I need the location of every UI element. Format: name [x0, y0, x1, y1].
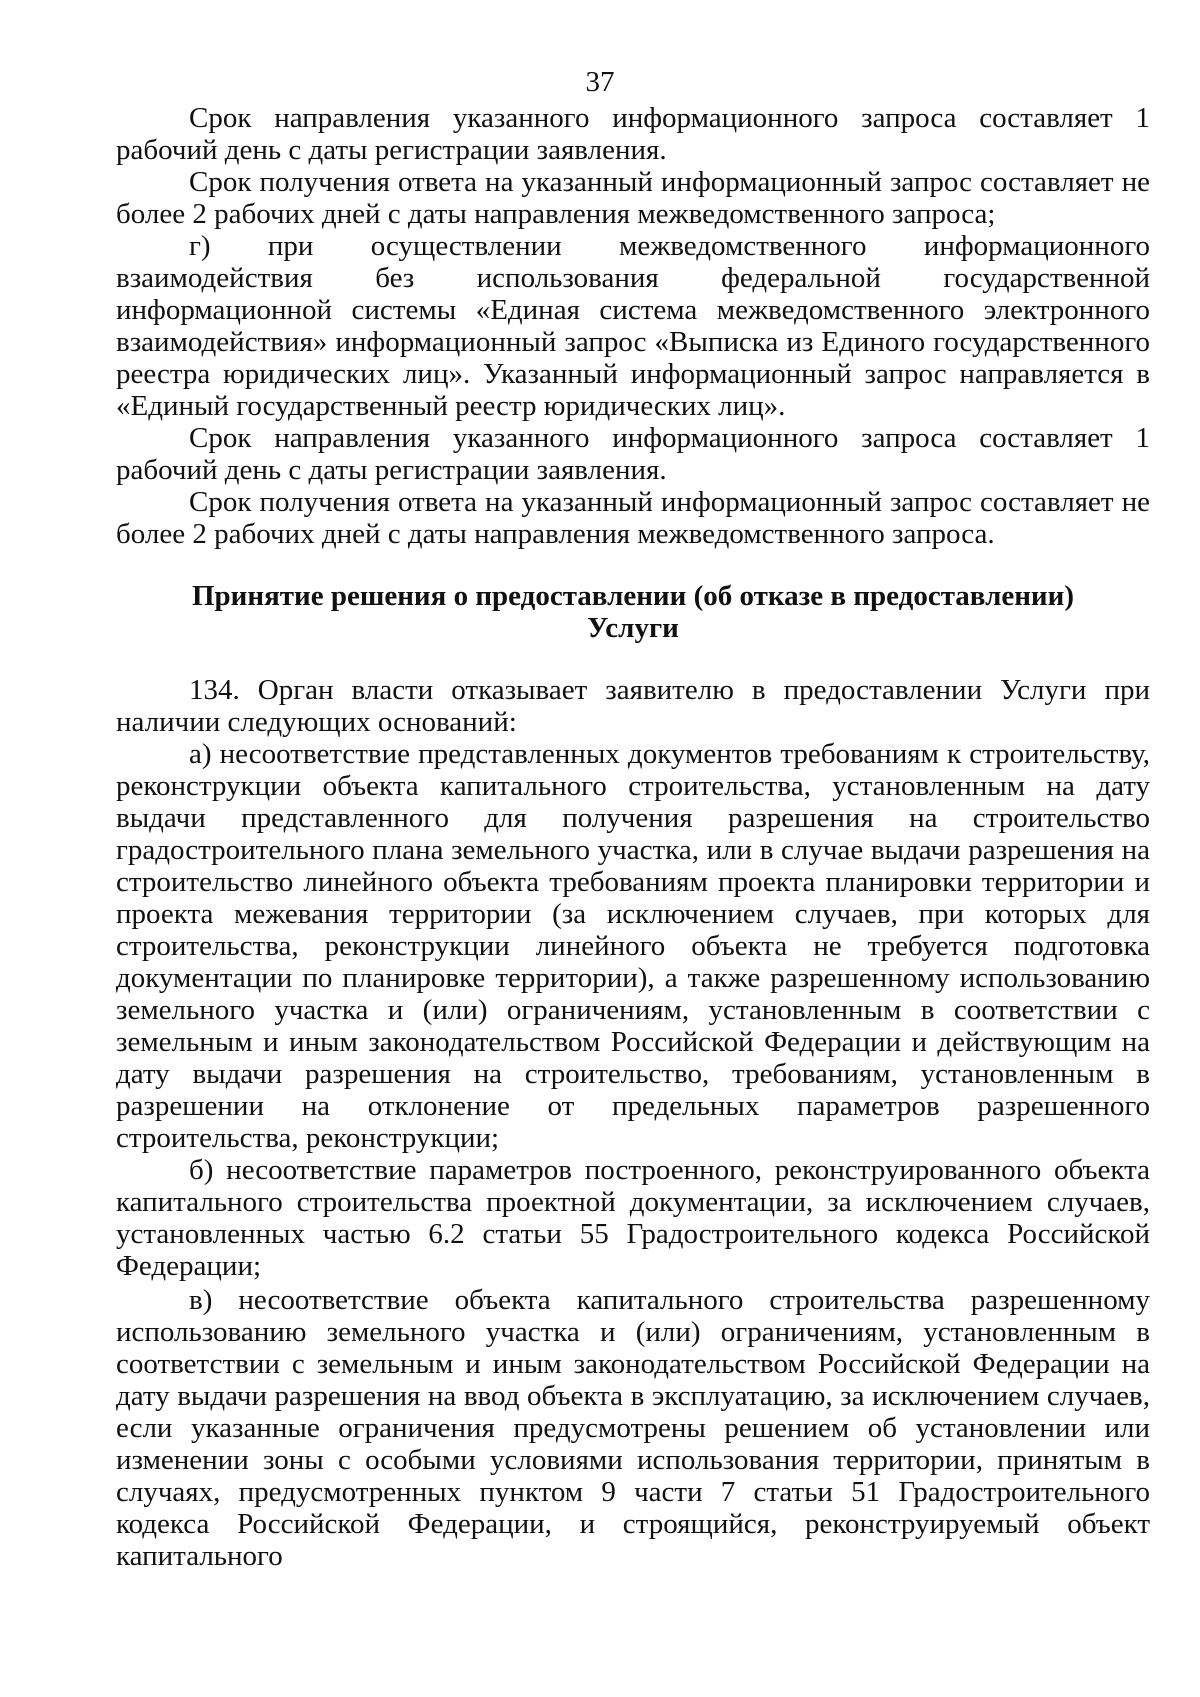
section-heading — [116, 580, 1150, 644]
paragraph-item-g: г) при осуществлении межведомственного информационного взаимодействия без использования федеральной государственной информационной системы «Единая система межведомственного электронного взаимодействия» информационный запрос «Выписка из Единого государственного реестра юридических лиц». Указанный информационный запрос направляется в «Единый государственный реестр юридических лиц». — [116, 230, 1150, 422]
section-heading-line-2: Услуги — [587, 612, 679, 644]
paragraph-item-b: б) несоответствие параметров построенного, реконструированного объекта капитального строительства проектной документации, за исключением случаев, установленных частью 6.2 статьи 55 Градостроительного кодекса Российской Федерации; — [116, 1154, 1150, 1282]
paragraph-request-deadline-2: Срок направления указанного информационного запроса составляет 1 рабочий день с даты регистрации заявления. — [116, 422, 1150, 486]
paragraph-134: 134. Орган власти отказывает заявителю в предоставлении Услуги при наличии следующих оснований: — [116, 674, 1150, 738]
section-heading-line-1: Принятие решения о предоставлении (об отказе в предоставлении) — [192, 580, 1074, 612]
paragraph-response-deadline: Срок получения ответа на указанный информационный запрос составляет не более 2 рабочих дней с даты направления межведомственного запроса; — [116, 166, 1150, 230]
paragraph-item-a: а) несоответствие представленных документов требованиям к строительству, реконструкции объекта капитального строительства, установленным на дату выдачи представленного для получения разрешения на строительство градостроительного плана земельного участка, или в случае выдачи разрешения на строительство линейного объекта требованиям проекта планировки территории и проекта межевания территории (за исключением случаев, при которых для строительства, реконструкции линейного объекта не требуется подготовка документации по планировке территории), а также разрешенному использованию земельного участка и (или) ограничениям, установленным в соответствии с земельным и иным законодательством Российской Федерации и действующим на дату выдачи разрешения на строительство, требованиям, установленным в разрешении на отклонение от предельных параметров разрешенного строительства, реконструкции; — [116, 738, 1150, 1154]
spacer — [116, 550, 1150, 580]
paragraph-item-v: в) несоответствие объекта капитального строительства разрешенному использованию земельного участка и (или) ограничениям, установленным в соответствии с земельным и иным законодательством Российской Федерации на дату выдачи разрешения на ввод объекта в эксплуатацию, за исключением случаев, если указанные ограничения предусмотрены решением об установлении или изменении зоны с особыми условиями использования территории, принятым в случаях, предусмотренных пунктом 9 части 7 статьи 51 Градостроительного кодекса Российской Федерации, и строящийся, реконструируемый объект капитального — [116, 1284, 1150, 1572]
page-number: 37 — [585, 66, 615, 98]
paragraph-response-deadline-2: Срок получения ответа на указанный информационный запрос составляет не более 2 рабочих дней с даты направления межведомственного запроса. — [116, 486, 1150, 550]
paragraph-request-deadline: Срок направления указанного информационного запроса составляет 1 рабочий день с даты регистрации заявления. — [116, 102, 1150, 166]
spacer — [116, 644, 1150, 674]
document-body — [116, 102, 1150, 1572]
